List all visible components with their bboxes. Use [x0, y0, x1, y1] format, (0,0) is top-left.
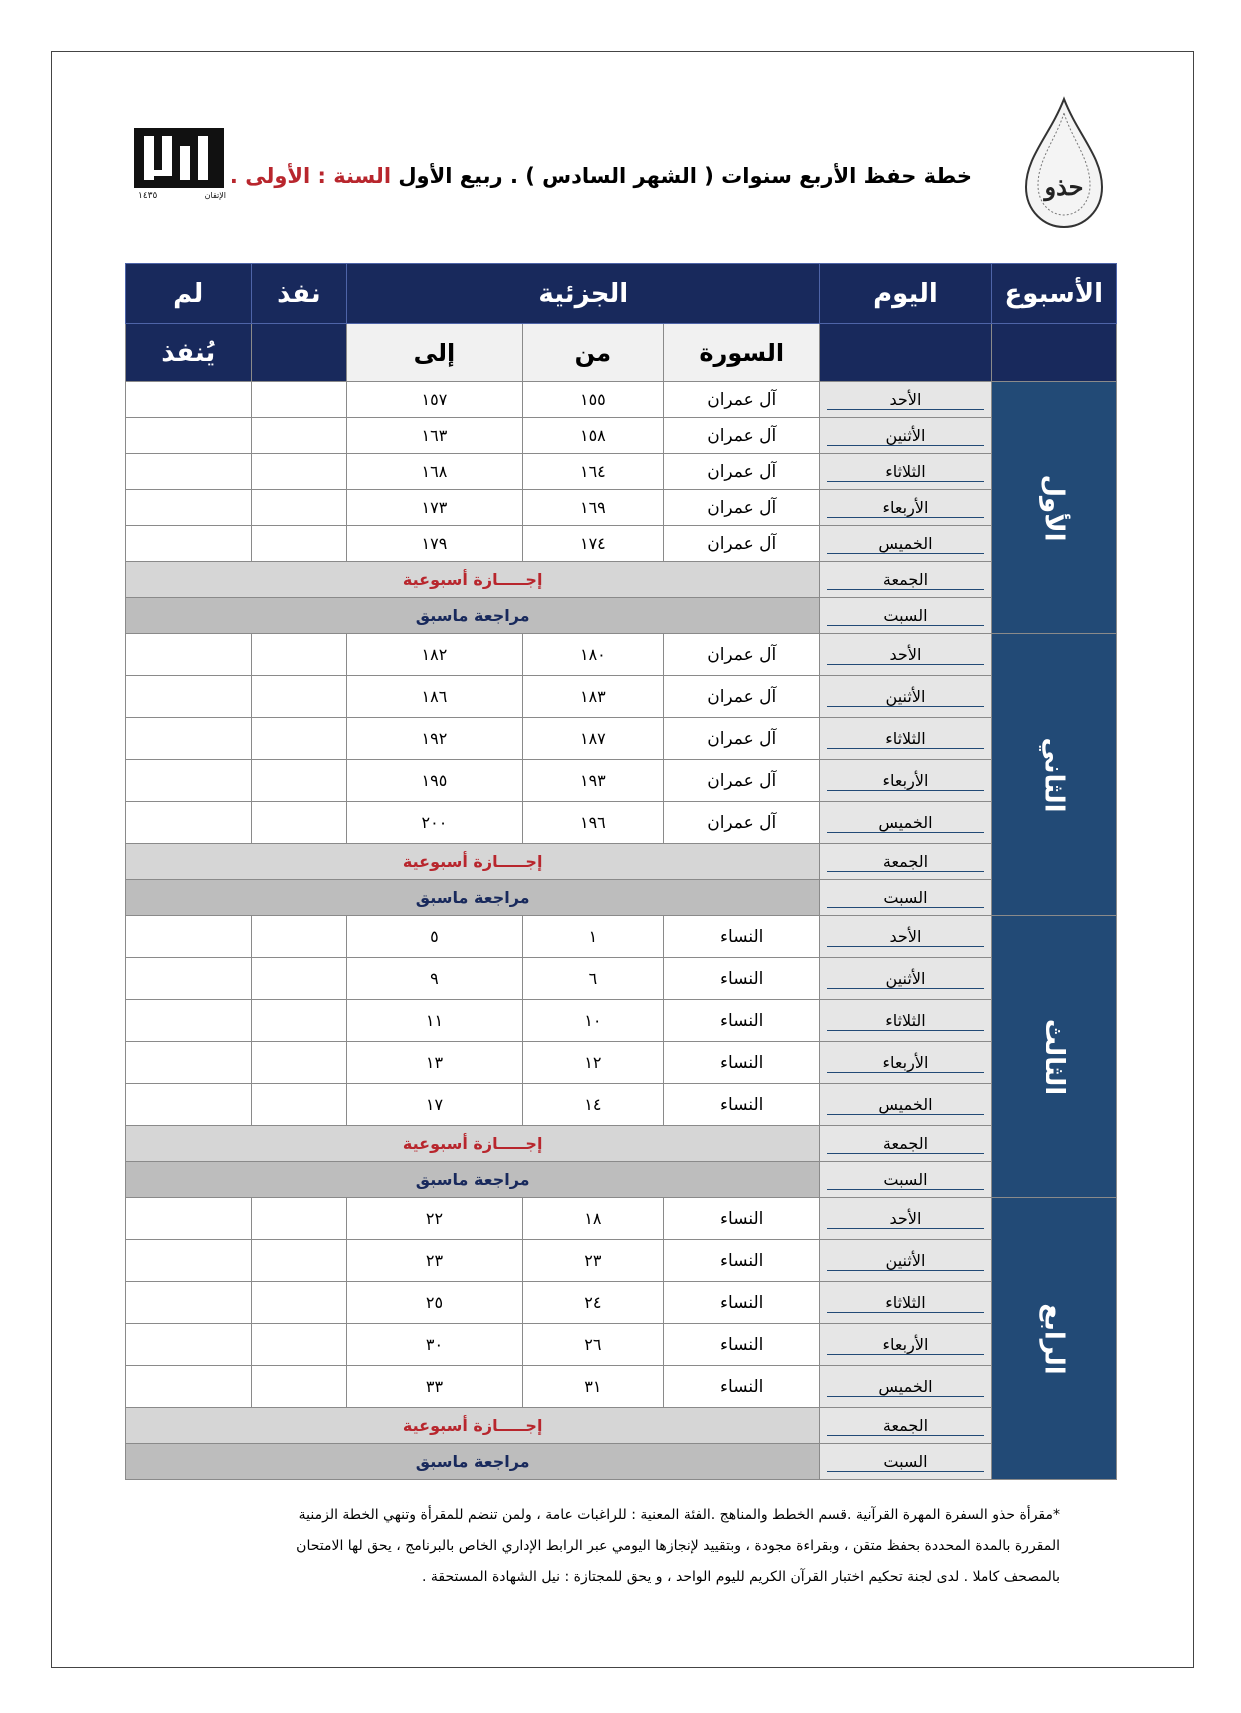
done-checkbox-cell[interactable] — [251, 1366, 347, 1408]
table-row — [126, 490, 1117, 526]
table-row — [126, 1366, 1117, 1408]
hadhw-logo — [1020, 95, 1108, 233]
surah-cell: النساء — [664, 1324, 820, 1366]
to-cell: ١٧٩ — [347, 526, 522, 562]
done-checkbox-cell[interactable] — [251, 802, 347, 844]
day-cell: الخميس — [820, 1084, 991, 1126]
surah-cell: آل عمران — [664, 490, 820, 526]
from-cell: ١٩٣ — [522, 760, 663, 802]
from-cell: ٢٦ — [522, 1324, 663, 1366]
svg-text:١٤٣٥: ١٤٣٥ — [138, 191, 158, 201]
not-done-checkbox-cell[interactable] — [126, 634, 252, 676]
review-row — [126, 1444, 1117, 1480]
done-checkbox-cell[interactable] — [251, 382, 347, 418]
day-cell: الخميس — [820, 1366, 991, 1408]
to-cell: ١٦٨ — [347, 454, 522, 490]
title-main: خطة حفظ الأربع سنوات ( الشهر السادس ) . ربيع الأول — [398, 164, 972, 188]
surah-cell: آل عمران — [664, 454, 820, 490]
not-done-checkbox-cell[interactable] — [126, 1366, 252, 1408]
not-done-checkbox-cell[interactable] — [126, 718, 252, 760]
to-cell: ١٥٧ — [347, 382, 522, 418]
from-cell: ١٠ — [522, 1000, 663, 1042]
done-checkbox-cell[interactable] — [251, 1000, 347, 1042]
day-cell: الأربعاء — [820, 490, 991, 526]
note-line: المقررة بالمدة المحددة بحفظ متقن ، وبقراءة مجودة ، وبتقييد لإنجازها اليومي عبر الرابط الإداري الخاص بالبرنامج ، يحق لها الامتحان — [296, 1538, 1060, 1554]
day-cell: الأحد — [820, 382, 991, 418]
from-cell: ١٨ — [522, 1198, 663, 1240]
surah-cell: آل عمران — [664, 634, 820, 676]
table-row — [126, 1324, 1117, 1366]
to-cell: ١٩٢ — [347, 718, 522, 760]
surah-cell: النساء — [664, 1366, 820, 1408]
day-cell: الأربعاء — [820, 1042, 991, 1084]
day-cell: السبت — [820, 1444, 991, 1480]
from-cell: ٢٣ — [522, 1240, 663, 1282]
done-checkbox-cell[interactable] — [251, 454, 347, 490]
done-checkbox-cell[interactable] — [251, 1198, 347, 1240]
table-row — [126, 1282, 1117, 1324]
from-cell: ٢٤ — [522, 1282, 663, 1324]
day-cell: الأثنين — [820, 676, 991, 718]
not-done-checkbox-cell[interactable] — [126, 1000, 252, 1042]
surah-cell: آل عمران — [664, 760, 820, 802]
surah-cell: آل عمران — [664, 526, 820, 562]
day-cell: الجمعة — [820, 562, 991, 598]
header-from: من — [522, 324, 663, 382]
holiday-row — [126, 844, 1117, 880]
to-cell: ١٧ — [347, 1084, 522, 1126]
to-cell: ٥ — [347, 916, 522, 958]
table-row — [126, 916, 1117, 958]
from-cell: ٣١ — [522, 1366, 663, 1408]
day-cell: الخميس — [820, 526, 991, 562]
day-cell: الأحد — [820, 916, 991, 958]
review-row — [126, 880, 1117, 916]
to-cell: ١٨٢ — [347, 634, 522, 676]
not-done-checkbox-cell[interactable] — [126, 418, 252, 454]
surah-cell: النساء — [664, 958, 820, 1000]
done-checkbox-cell[interactable] — [251, 958, 347, 1000]
day-cell: الجمعة — [820, 844, 991, 880]
holiday-row — [126, 1408, 1117, 1444]
from-cell: ١٦٤ — [522, 454, 663, 490]
header-done: نفذ — [251, 264, 347, 324]
day-cell: الأربعاء — [820, 760, 991, 802]
itqan-logo — [132, 122, 230, 202]
surah-cell: النساء — [664, 1240, 820, 1282]
to-cell: ٩ — [347, 958, 522, 1000]
to-cell: ٢٣ — [347, 1240, 522, 1282]
to-cell: ٣٠ — [347, 1324, 522, 1366]
table-row — [126, 1042, 1117, 1084]
done-checkbox-cell[interactable] — [251, 1042, 347, 1084]
header-surah: السورة — [664, 324, 820, 382]
not-done-checkbox-cell[interactable] — [126, 1042, 252, 1084]
to-cell: ١٧٣ — [347, 490, 522, 526]
done-checkbox-cell[interactable] — [251, 490, 347, 526]
surah-cell: آل عمران — [664, 382, 820, 418]
header-to: إلى — [347, 324, 522, 382]
surah-cell: النساء — [664, 1000, 820, 1042]
memorization-plan-table — [125, 263, 1117, 1480]
done-checkbox-cell[interactable] — [251, 1324, 347, 1366]
to-cell: ٢٥ — [347, 1282, 522, 1324]
surah-cell: آل عمران — [664, 418, 820, 454]
from-cell: ٦ — [522, 958, 663, 1000]
from-cell: ١٥٨ — [522, 418, 663, 454]
header-not-done: لم — [126, 264, 252, 324]
not-done-checkbox-cell[interactable] — [126, 1324, 252, 1366]
day-cell: الأحد — [820, 634, 991, 676]
header-done-blank — [251, 324, 347, 382]
table-row — [126, 454, 1117, 490]
day-cell: الأحد — [820, 1198, 991, 1240]
done-checkbox-cell[interactable] — [251, 526, 347, 562]
note-line: *مقرأة حذو السفرة المهرة القرآنية .قسم الخطط والمناهج .الفئة المعنية : للراغبات عامة ، ولمن تنضم للمقرأة وتنهي الخطة الزمنية — [298, 1507, 1060, 1523]
from-cell: ١٥٥ — [522, 382, 663, 418]
day-cell: الأثنين — [820, 418, 991, 454]
week-label: الأول — [991, 382, 1116, 634]
day-cell: الأربعاء — [820, 1324, 991, 1366]
svg-text:الإتقان: الإتقان — [204, 191, 226, 200]
week-label: الثالث — [991, 916, 1116, 1198]
review-label: مراجعة ماسبق — [126, 880, 820, 916]
not-done-checkbox-cell[interactable] — [126, 1282, 252, 1324]
footer-notes — [210, 1500, 1060, 1593]
surah-cell: النساء — [664, 1042, 820, 1084]
from-cell: ١٤ — [522, 1084, 663, 1126]
note-line: بالمصحف كاملا . لدى لجنة تحكيم اختبار القرآن الكريم لليوم الواحد ، و يحق للمجتازة : نيل الشهادة المستحقة . — [422, 1569, 1060, 1585]
from-cell: ١٨٧ — [522, 718, 663, 760]
table-row — [126, 1198, 1117, 1240]
from-cell: ١٨٣ — [522, 676, 663, 718]
from-cell: ١ — [522, 916, 663, 958]
day-cell: السبت — [820, 1162, 991, 1198]
day-cell: الجمعة — [820, 1408, 991, 1444]
day-cell: السبت — [820, 598, 991, 634]
header-week: الأسبوع — [991, 264, 1116, 324]
not-done-checkbox-cell[interactable] — [126, 454, 252, 490]
table-row — [126, 382, 1117, 418]
day-cell: السبت — [820, 880, 991, 916]
table-row — [126, 1240, 1117, 1282]
not-done-checkbox-cell[interactable] — [126, 760, 252, 802]
day-cell: الثلاثاء — [820, 1282, 991, 1324]
not-done-checkbox-cell[interactable] — [126, 1240, 252, 1282]
surah-cell: النساء — [664, 1282, 820, 1324]
day-cell: الثلاثاء — [820, 1000, 991, 1042]
from-cell: ١٩٦ — [522, 802, 663, 844]
day-cell: الجمعة — [820, 1126, 991, 1162]
surah-cell: النساء — [664, 916, 820, 958]
table-row — [126, 1000, 1117, 1042]
surah-cell: آل عمران — [664, 718, 820, 760]
day-cell: الثلاثاء — [820, 718, 991, 760]
review-label: مراجعة ماسبق — [126, 598, 820, 634]
week-label: الرابع — [991, 1198, 1116, 1480]
not-done-checkbox-cell[interactable] — [126, 1198, 252, 1240]
not-done-checkbox-cell[interactable] — [126, 490, 252, 526]
table-row — [126, 802, 1117, 844]
from-cell: ١٢ — [522, 1042, 663, 1084]
to-cell: ١١ — [347, 1000, 522, 1042]
table-row — [126, 634, 1117, 676]
header-portion: الجزئية — [347, 264, 820, 324]
holiday-label: إجـــــازة أسبوعية — [126, 1408, 820, 1444]
done-checkbox-cell[interactable] — [251, 1240, 347, 1282]
done-checkbox-cell[interactable] — [251, 1282, 347, 1324]
day-cell: الأثنين — [820, 1240, 991, 1282]
to-cell: ١٨٦ — [347, 676, 522, 718]
from-cell: ١٨٠ — [522, 634, 663, 676]
to-cell: ٣٣ — [347, 1366, 522, 1408]
done-checkbox-cell[interactable] — [251, 634, 347, 676]
day-cell: الثلاثاء — [820, 454, 991, 490]
holiday-row — [126, 1126, 1117, 1162]
to-cell: ١٣ — [347, 1042, 522, 1084]
day-cell: الخميس — [820, 802, 991, 844]
done-checkbox-cell[interactable] — [251, 916, 347, 958]
done-checkbox-cell[interactable] — [251, 718, 347, 760]
table-row — [126, 760, 1117, 802]
header-not-done-2: يُنفذ — [126, 324, 252, 382]
review-row — [126, 1162, 1117, 1198]
from-cell: ١٧٤ — [522, 526, 663, 562]
not-done-checkbox-cell[interactable] — [126, 802, 252, 844]
done-checkbox-cell[interactable] — [251, 760, 347, 802]
to-cell: ٢٢ — [347, 1198, 522, 1240]
done-checkbox-cell[interactable] — [251, 676, 347, 718]
table-row — [126, 718, 1117, 760]
to-cell: ١٩٥ — [347, 760, 522, 802]
holiday-label: إجـــــازة أسبوعية — [126, 1126, 820, 1162]
not-done-checkbox-cell[interactable] — [126, 382, 252, 418]
done-checkbox-cell[interactable] — [251, 418, 347, 454]
table-row — [126, 1084, 1117, 1126]
not-done-checkbox-cell[interactable] — [126, 916, 252, 958]
header-week-blank — [991, 324, 1116, 382]
holiday-label: إجـــــازة أسبوعية — [126, 844, 820, 880]
review-row — [126, 598, 1117, 634]
from-cell: ١٦٩ — [522, 490, 663, 526]
holiday-row — [126, 562, 1117, 598]
not-done-checkbox-cell[interactable] — [126, 676, 252, 718]
week-label: الثاني — [991, 634, 1116, 916]
table-row — [126, 418, 1117, 454]
title-year: السنة : الأولى . — [229, 164, 392, 188]
table-row — [126, 958, 1117, 1000]
review-label: مراجعة ماسبق — [126, 1162, 820, 1198]
holiday-label: إجـــــازة أسبوعية — [126, 562, 820, 598]
not-done-checkbox-cell[interactable] — [126, 1084, 252, 1126]
surah-cell: آل عمران — [664, 802, 820, 844]
not-done-checkbox-cell[interactable] — [126, 958, 252, 1000]
review-label: مراجعة ماسبق — [126, 1444, 820, 1480]
to-cell: ٢٠٠ — [347, 802, 522, 844]
svg-text:حذو: حذو — [1044, 172, 1084, 201]
surah-cell: آل عمران — [664, 676, 820, 718]
table-row — [126, 526, 1117, 562]
surah-cell: النساء — [664, 1084, 820, 1126]
header-day: اليوم — [820, 264, 991, 324]
day-cell: الأثنين — [820, 958, 991, 1000]
to-cell: ١٦٣ — [347, 418, 522, 454]
not-done-checkbox-cell[interactable] — [126, 526, 252, 562]
header-day-blank — [820, 324, 991, 382]
surah-cell: النساء — [664, 1198, 820, 1240]
done-checkbox-cell[interactable] — [251, 1084, 347, 1126]
page-title — [229, 158, 972, 194]
table-row — [126, 676, 1117, 718]
